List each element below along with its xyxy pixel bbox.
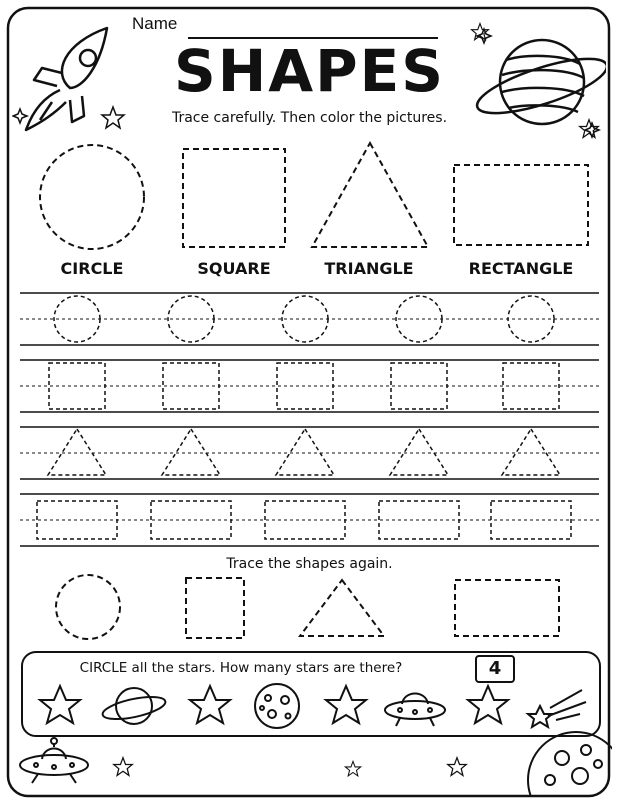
- star-icon[interactable]: [40, 686, 80, 723]
- ufo-icon: [14, 735, 94, 790]
- page-subtitle: Trace carefully. Then color the pictures.: [171, 110, 448, 126]
- moon-icon: [516, 720, 612, 795]
- triangle-trace-large[interactable]: [312, 143, 428, 247]
- star-icon[interactable]: [468, 686, 508, 723]
- star-icon: [446, 756, 468, 778]
- rectangle-trace-large[interactable]: [454, 165, 588, 245]
- rectangle-trace-small[interactable]: [455, 580, 559, 636]
- square-label: SQUARE: [197, 259, 271, 278]
- star-icon[interactable]: [326, 686, 366, 723]
- star-question: CIRCLE all the stars. How many stars are there?: [79, 660, 403, 676]
- triangle-trace[interactable]: [276, 429, 334, 475]
- practice-row-circle: [20, 293, 599, 345]
- triangle-trace[interactable]: [390, 429, 448, 475]
- triangle-trace[interactable]: [502, 429, 560, 475]
- star-icon: [344, 760, 362, 778]
- retrace-shapes: [0, 570, 619, 650]
- star-icon: [100, 105, 126, 131]
- planet-icon[interactable]: [101, 688, 167, 724]
- moon-icon[interactable]: [255, 684, 299, 728]
- practice-row-triangle: [20, 427, 599, 479]
- rectangle-label: RECTANGLE: [468, 259, 574, 278]
- square-trace-small[interactable]: [186, 578, 244, 638]
- triangle-label: TRIANGLE: [324, 259, 414, 278]
- retrace-instruction: Trace the shapes again.: [226, 556, 393, 572]
- star-icon: [470, 22, 490, 42]
- name-label: Name: [132, 14, 178, 33]
- practice-row-rectangle: [20, 494, 599, 546]
- circle-trace-small[interactable]: [56, 575, 120, 639]
- star-count-answer[interactable]: 4: [475, 655, 515, 683]
- practice-rows: [0, 285, 619, 555]
- triangle-trace[interactable]: [162, 429, 220, 475]
- circle-trace-large[interactable]: [40, 145, 144, 249]
- practice-row-square: [20, 360, 599, 412]
- triangle-trace-small[interactable]: [300, 580, 384, 636]
- large-shapes: [0, 135, 619, 255]
- square-trace-large[interactable]: [183, 149, 285, 247]
- star-icon: [112, 756, 134, 778]
- circle-label: CIRCLE: [60, 259, 124, 278]
- ufo-icon[interactable]: [385, 694, 445, 727]
- page-title: SHAPES: [173, 37, 446, 105]
- star-icon[interactable]: [190, 686, 230, 723]
- triangle-trace[interactable]: [48, 429, 106, 475]
